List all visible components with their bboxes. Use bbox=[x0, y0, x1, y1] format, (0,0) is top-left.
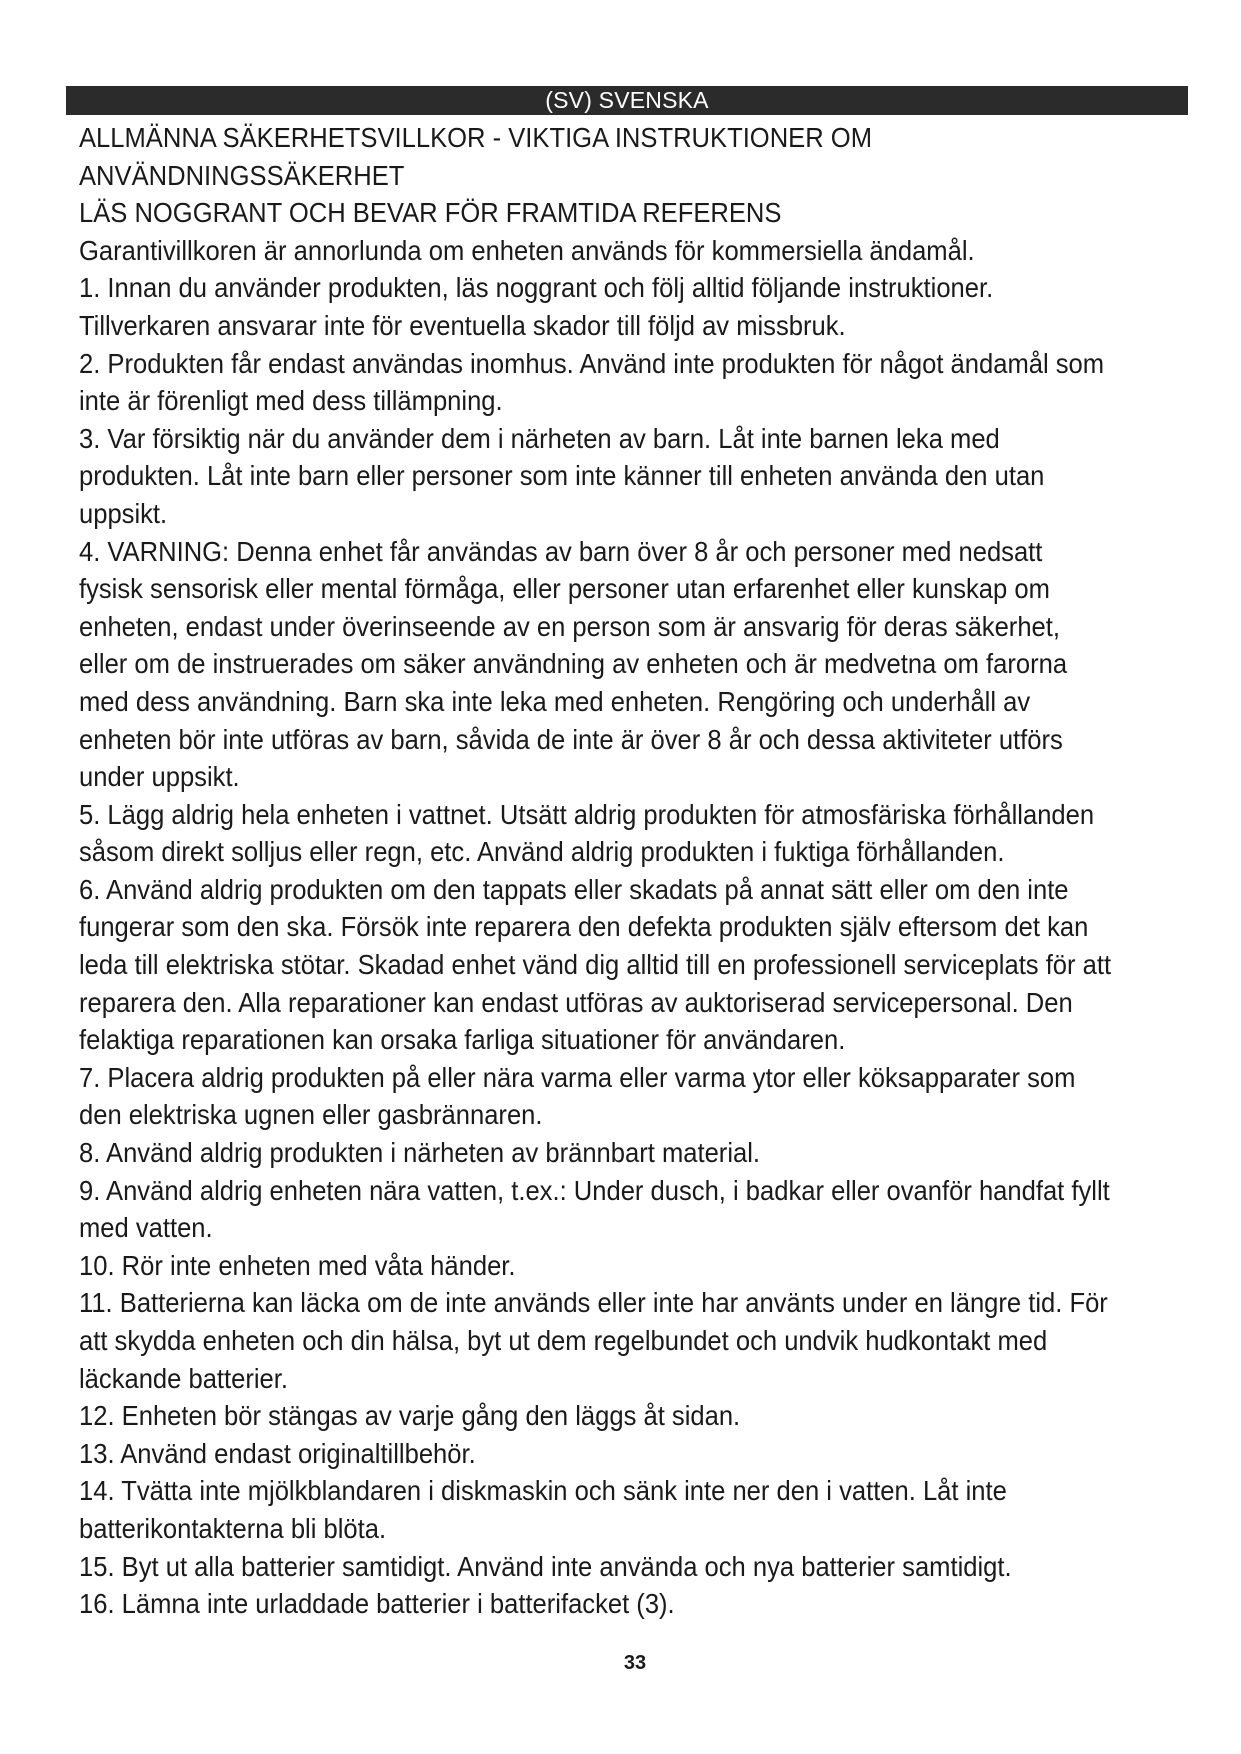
instruction-item: 9. Använd aldrig enheten nära vatten, t.ex.: Under dusch, i badkar eller ovanför handfat fyllt med vatten. bbox=[79, 1174, 1110, 1244]
title-line-2: ANVÄNDNINGSSÄKERHET bbox=[79, 159, 405, 191]
instruction-item: 6. Använd aldrig produkten om den tappats eller skadats på annat sätt eller om den inte fungerar som den ska. Försök inte reparera den defekta produkten själv eftersom det kan leda till elektriska stötar. Skadad enhet vänd dig alltid till en professionell serviceplats för att reparera den. Alla reparationer kan endast utföras av auktoriserad servicepersonal. Den felaktiga reparationen kan orsaka farliga situationer för användaren. bbox=[79, 873, 1112, 1056]
instruction-item: 10. Rör inte enheten med våta händer. bbox=[79, 1249, 516, 1281]
instruction-item: 11. Batterierna kan läcka om de inte används eller inte har använts under en längre tid. För att skydda enheten och din hälsa, byt ut dem regelbundet och undvik hudkontakt med läckande batterier. bbox=[79, 1287, 1108, 1394]
title-line-1: ALLMÄNNA SÄKERHETSVILLKOR - VIKTIGA INSTRUKTIONER OM bbox=[79, 122, 873, 153]
instruction-item: 16. Lämna inte urladdade batterier i batterifacket (3). bbox=[79, 1588, 675, 1620]
instruction-item: 1. Innan du använder produkten, läs noggrant och följ alltid följande instruktioner. Tillverkaren ansvarar inte för eventuella skador till följd av missbruk. bbox=[79, 272, 994, 341]
instruction-item: 15. Byt ut alla batterier samtidigt. Använd inte använda och nya batterier samtidigt. bbox=[79, 1550, 1012, 1582]
intro-paragraph: Garantivillkoren är annorlunda om enheten används för kommersiella ändamål. bbox=[79, 234, 975, 266]
instruction-item: 7. Placera aldrig produkten på eller nära varma eller varma ytor eller köksapparater som den elektriska ugnen eller gasbrännaren. bbox=[79, 1061, 1076, 1131]
instruction-item: 13. Använd endast originaltillbehör. bbox=[79, 1437, 476, 1469]
safety-instructions-section bbox=[79, 119, 1111, 1623]
instruction-item: 4. VARNING: Denna enhet får användas av barn över 8 år och personer med nedsatt fysisk sensorisk eller mental förmåga, eller personer utan erfarenhet eller kunskap om enheten, endast under överinseende av en person som är ansvarig för deras säkerhet, eller om de instruerades om säker användning av enheten och är medvetna om farorna med dess användning. Barn ska inte leka med enheten. Rengöring och underhåll av enheten bör inte utföras av barn, såvida de inte är över 8 år och dessa aktiviteter utförs under uppsikt. bbox=[79, 535, 1068, 793]
instruction-item: 12. Enheten bör stängas av varje gång den läggs åt sidan. bbox=[79, 1400, 741, 1432]
subtitle: LÄS NOGGRANT OCH BEVAR FÖR FRAMTIDA REFERENS bbox=[79, 197, 782, 229]
page-number: 33 bbox=[623, 1652, 647, 1674]
language-header-bar: (SV) SVENSKA bbox=[66, 86, 1188, 115]
instruction-item: 2. Produkten får endast användas inomhus. Använd inte produkten för något ändamål som inte är förenligt med dess tillämpning. bbox=[79, 347, 1105, 417]
instruction-item: 3. Var försiktig när du använder dem i närheten av barn. Låt inte barnen leka med produkten. Låt inte barn eller personer som inte känner till enheten använda den utan uppsikt. bbox=[79, 422, 1045, 529]
instruction-item: 14. Tvätta inte mjölkblandaren i diskmaskin och sänk inte ner den i vatten. Låt inte batterikontakterna bli blöta. bbox=[79, 1475, 1007, 1544]
instruction-item: 5. Lägg aldrig hela enheten i vattnet. Utsätt aldrig produkten för atmosfäriska förhållanden såsom direkt solljus eller regn, etc. Använd aldrig produkten i fuktiga förhållanden. bbox=[79, 798, 1095, 868]
instruction-item: 8. Använd aldrig produkten i närheten av brännbart material. bbox=[79, 1137, 761, 1169]
